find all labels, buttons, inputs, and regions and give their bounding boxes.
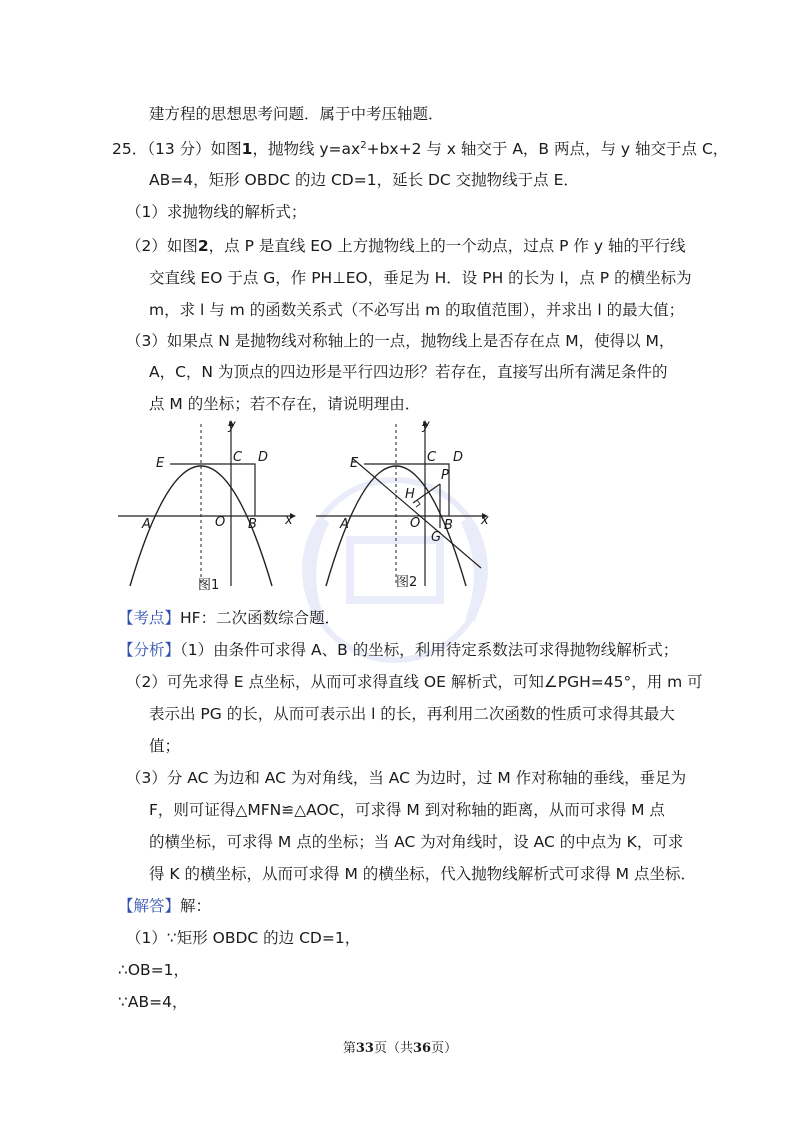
question-3-line-1: （3）如果点 N 是抛物线对称轴上的一点，抛物线上是否存在点 M，使得以 M， [126, 332, 675, 350]
solution-step-3: ∵AB=4， [118, 993, 188, 1011]
problem-line-1 [112, 136, 728, 159]
fig1-label-a: A [142, 517, 151, 532]
problem-text: （2）如图 [126, 237, 198, 255]
figure-2-diagram [316, 418, 496, 593]
fig1-label-y: y [228, 418, 236, 433]
fig1-label-c: C [233, 450, 243, 465]
fig2-label-p: P [441, 468, 449, 483]
fig2-caption: 图2 [396, 575, 418, 590]
fenxi-line-5: （3）分 AC 为边和 AC 为对角线，当 AC 为边时，过 M 作对称轴的垂线，垂足为 [126, 769, 687, 787]
fig1-label-d: D [258, 450, 269, 465]
problem-text: +bx+2 与 x 轴交于 A，B 两点，与 y 轴交于点 C， [366, 140, 729, 159]
kaodian-tag: 【考点】 [118, 609, 181, 627]
fig2-label-h: H [405, 487, 415, 502]
rectangle-ed-db [170, 464, 255, 516]
fenxi-line-8: 得 K 的横坐标，从而可求得 M 的横坐标，代入抛物线解析式可求得 M 点坐标． [149, 865, 696, 883]
question-1: （1）求抛物线的解析式； [126, 203, 307, 221]
fig1-label-b: B [248, 517, 257, 532]
fenxi-line-4: 值； [149, 737, 181, 755]
footer-text: 页（共 [373, 1041, 413, 1056]
question-2-line-2: 交直线 EO 于点 G，作 PH⊥EO，垂足为 H．设 PH 的长为 l，点 P 的横坐标为 [149, 269, 692, 287]
fig2-label-x: x [481, 513, 489, 528]
fenxi-line-2: （2）可先求得 E 点坐标，从而可求得直线 OE 解析式，可知∠PGH=45°，用 m 可 [126, 673, 703, 691]
fenxi-tag: 【分析】 [118, 641, 181, 659]
line-eo [352, 458, 481, 568]
figure-ref: 2 [197, 237, 209, 255]
fig2-label-y: y [422, 418, 430, 433]
exponent: 2 [360, 140, 367, 151]
kaodian-text: HF：二次函数综合题． [180, 609, 341, 627]
jieda-text: 解： [180, 897, 212, 915]
fig1-label-o: O [215, 515, 226, 530]
kaodian-line [118, 608, 340, 628]
current-page-number: 33 [355, 1041, 374, 1056]
question-2-line-3: m，求 l 与 m 的函数关系式（不必写出 m 的取值范围），并求出 l 的最大值； [149, 301, 685, 319]
fig2-label-a: A [340, 517, 349, 532]
fig2-label-c: C [427, 450, 437, 465]
jieda-line [118, 896, 211, 916]
problem-number: 25． [112, 140, 148, 159]
solution-step-1: （1）∵矩形 OBDC 的边 CD=1， [126, 929, 361, 947]
problem-text: ，点 P 是直线 EO 上方抛物线上的一个动点，过点 P 作 y 轴的平行线 [208, 237, 686, 255]
jieda-tag: 【解答】 [118, 897, 181, 915]
question-3-line-2: A，C，N 为顶点的四边形是平行四边形？若存在，直接写出所有满足条件的 [149, 363, 668, 381]
figure-1-diagram [118, 418, 298, 593]
fig2-label-e: E [350, 456, 359, 471]
fenxi-line-6: F，则可证得△MFN≌△AOC，可求得 M 到对称轴的距离，从而可求得 M 点 [149, 801, 665, 819]
solution-step-2: ∴OB=1， [118, 961, 190, 979]
fig2-label-b: B [444, 518, 453, 533]
page-footer [0, 1037, 800, 1056]
fig2-label-g: G [431, 530, 442, 545]
fenxi-line-3: 表示出 PG 的长，从而可表示出 l 的长，再利用二次函数的性质可求得其最大 [149, 705, 675, 723]
fig2-label-d: D [453, 450, 464, 465]
question-3-line-3: 点 M 的坐标；若不存在，请说明理由． [149, 395, 421, 413]
fenxi-text: （1）由条件可求得 A、B 的坐标，利用待定系数法可求得抛物线解析式； [180, 641, 679, 659]
problem-text: 如图 [210, 140, 242, 159]
problem-line-2: AB=4，矩形 OBDC 的边 CD=1，延长 DC 交抛物线于点 E． [149, 171, 579, 189]
figure-ref: 1 [241, 140, 253, 159]
fenxi-line-1 [118, 640, 678, 660]
fig1-label-x: x [285, 513, 293, 528]
footer-text: 第 [342, 1041, 356, 1056]
total-pages-number: 36 [413, 1041, 432, 1056]
question-2-line-1 [126, 236, 685, 256]
intro-tail-text: 建方程的思想思考问题．属于中考压轴题． [149, 105, 444, 123]
fig2-label-o: O [410, 516, 421, 531]
fenxi-line-7: 的横坐标，可求得 M 点的坐标；当 AC 为对角线时，设 AC 的中点为 K，可求 [149, 833, 684, 851]
fig1-label-e: E [156, 456, 165, 471]
problem-points: （13 分） [147, 140, 211, 159]
footer-text: 页） [431, 1041, 458, 1056]
problem-text: ，抛物线 y=ax [252, 140, 361, 159]
fig1-caption: 图1 [198, 578, 220, 593]
